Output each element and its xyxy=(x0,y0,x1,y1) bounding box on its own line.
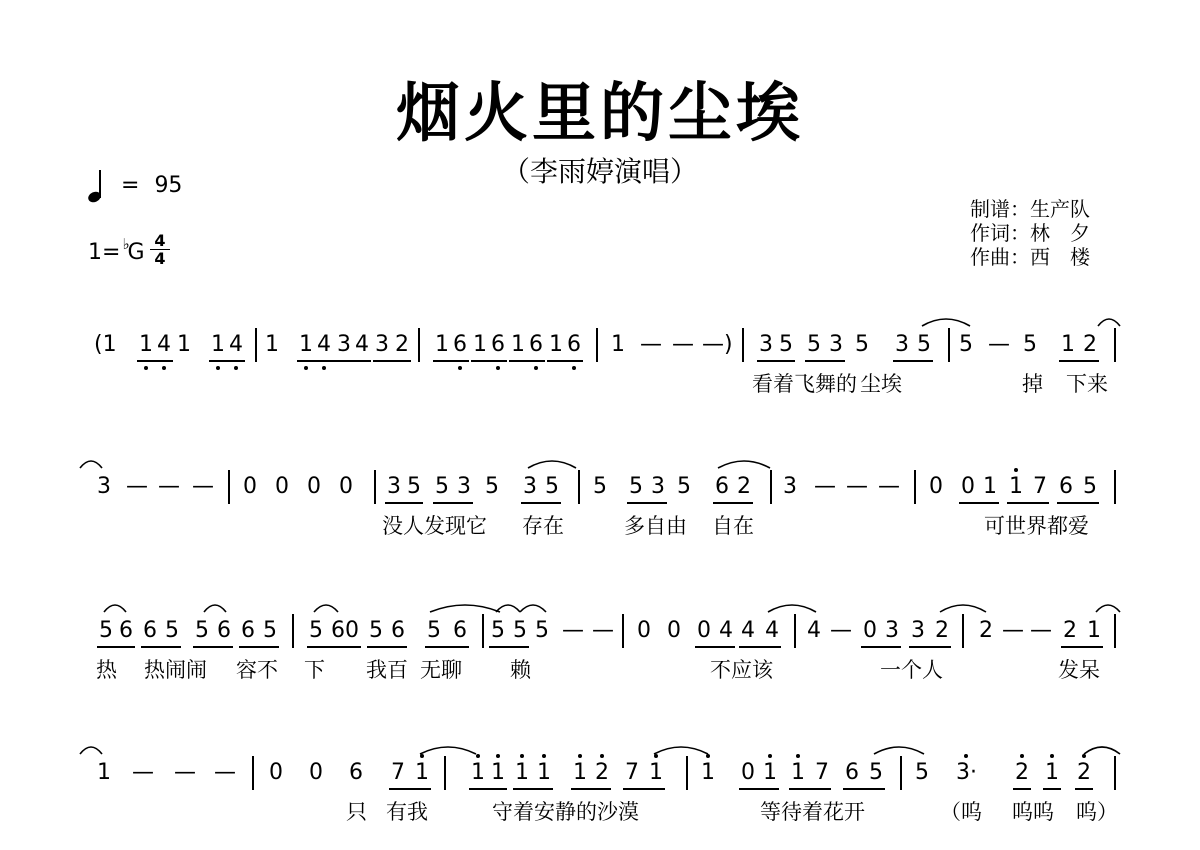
note: 5 xyxy=(165,618,179,643)
note: 7 xyxy=(625,760,639,785)
underline-beam xyxy=(1059,360,1099,362)
note: — xyxy=(158,474,180,499)
note: 3 xyxy=(759,332,773,357)
tie-arc xyxy=(768,605,816,612)
note: — xyxy=(672,332,694,357)
underline-beam xyxy=(909,646,951,648)
underline-beam xyxy=(843,788,885,790)
lyrics-row xyxy=(0,368,1200,398)
note: 5 xyxy=(915,760,929,785)
underline-beam xyxy=(627,502,667,504)
tie-arc xyxy=(314,605,338,612)
note: 1 xyxy=(299,332,313,357)
lyric: 一个人 xyxy=(880,658,943,682)
key-prefix: 1= xyxy=(88,240,121,265)
note: (1 xyxy=(94,332,117,357)
note: 6 xyxy=(349,760,363,785)
underline-beam xyxy=(209,360,245,362)
underline-beam xyxy=(623,788,665,790)
note: — xyxy=(126,474,148,499)
underline-beam xyxy=(373,360,411,362)
note: 5 xyxy=(369,618,383,643)
note: 1 xyxy=(211,332,225,357)
note: 1 xyxy=(537,760,551,785)
note: — xyxy=(814,474,836,499)
note: 4 xyxy=(157,332,171,357)
lyric: 守着安静的沙漠 xyxy=(492,800,639,824)
lyric: 无聊 xyxy=(420,658,462,682)
lyric: 存在 xyxy=(522,514,564,538)
note: 5 xyxy=(195,618,209,643)
underline-beam xyxy=(433,360,469,362)
note: — xyxy=(830,618,852,643)
note: 6 xyxy=(567,332,581,357)
underline-beam xyxy=(739,646,781,648)
note: 6 xyxy=(453,332,467,357)
lyric: （呜 xyxy=(940,800,982,824)
tie-arc xyxy=(80,747,102,754)
score-line xyxy=(0,746,1200,836)
lyric: 呜） xyxy=(1076,800,1118,824)
note: 6 xyxy=(119,618,133,643)
note: 1 xyxy=(1087,618,1101,643)
note: — xyxy=(846,474,868,499)
note: — xyxy=(562,618,584,643)
note: 1 xyxy=(791,760,805,785)
note: 0 xyxy=(307,474,321,499)
ties xyxy=(0,450,1200,480)
note: — xyxy=(174,760,196,785)
note: 1 xyxy=(97,760,111,785)
lyrics-row xyxy=(0,654,1200,684)
tie-arc xyxy=(654,747,708,754)
key-signature xyxy=(88,235,145,265)
note: 4 xyxy=(355,332,369,357)
underline-beam xyxy=(547,360,583,362)
note: 6 xyxy=(453,618,467,643)
lyric: 自在 xyxy=(712,514,754,538)
ties xyxy=(0,308,1200,338)
lyric: 呜呜 xyxy=(1012,800,1054,824)
note: 0 xyxy=(339,474,353,499)
note: 3 xyxy=(885,618,899,643)
lyric: 热闹闹 xyxy=(144,658,207,682)
tempo-marking xyxy=(88,170,182,202)
note: 5 xyxy=(491,618,505,643)
note: 2 xyxy=(935,618,949,643)
underline-beam xyxy=(509,360,545,362)
lyric: 下来 xyxy=(1066,372,1108,396)
note: — xyxy=(640,332,662,357)
note: 5 xyxy=(1023,332,1037,357)
note: 5 xyxy=(309,618,323,643)
score-line xyxy=(0,604,1200,694)
underline-beam xyxy=(1075,788,1093,790)
note: —) xyxy=(702,332,733,357)
note: 3 xyxy=(457,474,471,499)
note: 5 xyxy=(513,618,527,643)
note: 5 xyxy=(427,618,441,643)
note: 2 xyxy=(395,332,409,357)
lyric: 只 xyxy=(346,800,367,824)
note: 1 xyxy=(763,760,777,785)
note: 6 xyxy=(845,760,859,785)
note: 6 xyxy=(529,332,543,357)
lyric: 下 xyxy=(304,658,325,682)
note: 6 xyxy=(715,474,729,499)
note: 5 xyxy=(435,474,449,499)
note: — xyxy=(592,618,614,643)
note: 1 xyxy=(611,332,625,357)
note: 1 xyxy=(511,332,525,357)
note: 5 xyxy=(779,332,793,357)
underline-beam xyxy=(385,502,423,504)
lyric: 不应该 xyxy=(710,658,773,682)
underline-beam xyxy=(1043,788,1061,790)
credit-lyricist xyxy=(970,221,1090,245)
tie-arc xyxy=(80,461,102,468)
lyric: 没人发现它 xyxy=(382,514,487,538)
underline-beam xyxy=(469,788,507,790)
lyric: 我百 xyxy=(366,658,408,682)
note: 3 xyxy=(829,332,843,357)
note: 1 xyxy=(491,760,505,785)
credit-value: 生产队 xyxy=(1030,197,1090,221)
note: 1 xyxy=(701,760,715,785)
note: 0 xyxy=(667,618,681,643)
underline-beam xyxy=(471,360,507,362)
note: 3 xyxy=(375,332,389,357)
note: 2 xyxy=(737,474,751,499)
note: 5 xyxy=(959,332,973,357)
note: 0 xyxy=(697,618,711,643)
tie-arc xyxy=(420,747,476,754)
underline-beam xyxy=(239,646,279,648)
note: 5 xyxy=(593,474,607,499)
note: 7 xyxy=(815,760,829,785)
lyric: 等待着花开 xyxy=(760,800,865,824)
underline-beam xyxy=(297,360,371,362)
note: — xyxy=(1002,618,1024,643)
lyric: 发呆 xyxy=(1058,658,1100,682)
note: 0 xyxy=(345,618,359,643)
note: 7 xyxy=(1033,474,1047,499)
tie-arc xyxy=(718,461,770,468)
note: 4 xyxy=(741,618,755,643)
note: 5 xyxy=(869,760,883,785)
ties xyxy=(0,594,1200,624)
note: 6 xyxy=(491,332,505,357)
note: 0 xyxy=(309,760,323,785)
note: 1 xyxy=(265,332,279,357)
underline-beam xyxy=(805,360,845,362)
note: 6 xyxy=(391,618,405,643)
note: 1 xyxy=(515,760,529,785)
note: 2 xyxy=(595,760,609,785)
note: 3 xyxy=(523,474,537,499)
note: 4 xyxy=(317,332,331,357)
ties xyxy=(0,736,1200,766)
tempo-equals: = xyxy=(121,173,140,198)
lyric: 可世界都爱 xyxy=(984,514,1089,538)
note: 0 xyxy=(275,474,289,499)
note: 5 xyxy=(99,618,113,643)
note: 4 xyxy=(719,618,733,643)
lyrics-row xyxy=(0,796,1200,826)
underline-beam xyxy=(1013,788,1031,790)
tie-arc xyxy=(940,605,986,612)
note: 5 xyxy=(1083,474,1097,499)
note: 1 xyxy=(573,760,587,785)
lyric: 容不 xyxy=(236,658,278,682)
credit-label: 制谱： xyxy=(970,197,1030,221)
note: 5 xyxy=(535,618,549,643)
note: — xyxy=(132,760,154,785)
note: 3 xyxy=(651,474,665,499)
credit-label: 作曲： xyxy=(970,245,1030,269)
note: 3· xyxy=(956,760,977,785)
lyric: 热 xyxy=(96,658,117,682)
note: 1 xyxy=(649,760,663,785)
tie-arc xyxy=(430,605,500,612)
note: — xyxy=(878,474,900,499)
score-line xyxy=(0,460,1200,550)
underline-beam xyxy=(695,646,735,648)
lyric: 多自由 xyxy=(624,514,687,538)
note: 3 xyxy=(911,618,925,643)
note: 6 xyxy=(241,618,255,643)
note: 1 xyxy=(1009,474,1023,499)
lyric: 掉 xyxy=(1022,372,1043,396)
note: 0 xyxy=(637,618,651,643)
note: 5 xyxy=(485,474,499,499)
underline-beam xyxy=(739,788,779,790)
credit-label: 作词： xyxy=(970,221,1030,245)
note: 2 xyxy=(1015,760,1029,785)
tie-arc xyxy=(520,605,546,612)
note: 0 xyxy=(243,474,257,499)
note: 6 xyxy=(143,618,157,643)
note: 6 xyxy=(331,618,345,643)
note: — xyxy=(988,332,1010,357)
underline-beam xyxy=(433,502,473,504)
underline-beam xyxy=(367,646,407,648)
note: 3 xyxy=(97,474,111,499)
flat-icon: ♭ xyxy=(122,235,130,253)
underline-beam xyxy=(489,646,529,648)
quarter-note-icon xyxy=(88,170,106,202)
song-subtitle: （李雨婷演唱） xyxy=(501,155,698,188)
underline-beam xyxy=(513,788,553,790)
note: 0 xyxy=(269,760,283,785)
underline-beam xyxy=(193,646,233,648)
note: 1 xyxy=(139,332,153,357)
note: — xyxy=(214,760,236,785)
note: 5 xyxy=(545,474,559,499)
underline-beam xyxy=(571,788,611,790)
underline-beam xyxy=(97,646,135,648)
tie-arc xyxy=(874,747,924,754)
lyric: 有我 xyxy=(386,800,428,824)
underline-beam xyxy=(307,646,361,648)
underline-beam xyxy=(521,502,561,504)
note: 1 xyxy=(435,332,449,357)
note: 4 xyxy=(229,332,243,357)
tempo-bpm: 95 xyxy=(154,173,183,198)
note: 1 xyxy=(415,760,429,785)
tie-arc xyxy=(528,461,576,468)
underline-beam xyxy=(757,360,795,362)
note: 6 xyxy=(1059,474,1073,499)
underline-beam xyxy=(141,646,181,648)
note: 5 xyxy=(677,474,691,499)
underline-beam xyxy=(1057,502,1099,504)
note: 0 xyxy=(741,760,755,785)
underline-beam xyxy=(893,360,933,362)
tie-arc xyxy=(204,605,226,612)
note: 5 xyxy=(407,474,421,499)
note: 0 xyxy=(863,618,877,643)
note: 0 xyxy=(961,474,975,499)
note: 1 xyxy=(549,332,563,357)
underline-beam xyxy=(1007,502,1049,504)
song-title: 烟火里的尘埃 xyxy=(396,77,804,151)
underline-beam xyxy=(389,788,431,790)
key-tonic: G xyxy=(127,240,145,265)
tie-arc xyxy=(104,605,126,612)
note: 1 xyxy=(1061,332,1075,357)
tie-arc xyxy=(922,319,970,326)
note: 3 xyxy=(337,332,351,357)
note: 5 xyxy=(629,474,643,499)
note: — xyxy=(1030,618,1052,643)
time-signature-bottom: 4 xyxy=(150,249,170,267)
underline-beam xyxy=(137,360,173,362)
credit-value: 林 夕 xyxy=(1030,221,1090,245)
underline-beam xyxy=(713,502,753,504)
tie-arc xyxy=(496,605,520,612)
note: 1 xyxy=(473,332,487,357)
credits xyxy=(970,197,1090,269)
note: 5 xyxy=(263,618,277,643)
note: 2 xyxy=(1077,760,1091,785)
lyrics-row xyxy=(0,510,1200,540)
time-signature xyxy=(150,232,170,267)
note: 1 xyxy=(983,474,997,499)
underline-beam xyxy=(789,788,831,790)
note: 5 xyxy=(855,332,869,357)
tie-arc xyxy=(1096,605,1120,612)
note: 3 xyxy=(895,332,909,357)
note: 6 xyxy=(217,618,231,643)
note: 4 xyxy=(765,618,779,643)
time-signature-top: 4 xyxy=(154,231,166,250)
credit-score xyxy=(970,197,1090,221)
note: 1 xyxy=(471,760,485,785)
lyric: 看着飞舞的 xyxy=(752,372,857,396)
note: 3 xyxy=(387,474,401,499)
note: 2 xyxy=(1063,618,1077,643)
note: 4 xyxy=(807,618,821,643)
underline-beam xyxy=(1061,646,1103,648)
credit-value: 西 楼 xyxy=(1030,245,1090,269)
note: 7 xyxy=(391,760,405,785)
underline-beam xyxy=(959,502,999,504)
note: 1 xyxy=(1045,760,1059,785)
note: 5 xyxy=(807,332,821,357)
lyric: 尘埃 xyxy=(860,372,902,396)
underline-beam xyxy=(861,646,901,648)
note: 1 xyxy=(177,332,191,357)
credit-composer xyxy=(970,245,1090,269)
lyric: 赖 xyxy=(510,658,531,682)
note: — xyxy=(192,474,214,499)
note: 5 xyxy=(917,332,931,357)
note: 0 xyxy=(929,474,943,499)
tie-arc xyxy=(1098,319,1120,326)
underline-beam xyxy=(425,646,469,648)
tie-arc xyxy=(1084,747,1120,754)
note: 2 xyxy=(979,618,993,643)
note: 3 xyxy=(783,474,797,499)
score-line xyxy=(0,318,1200,408)
note: 2 xyxy=(1083,332,1097,357)
